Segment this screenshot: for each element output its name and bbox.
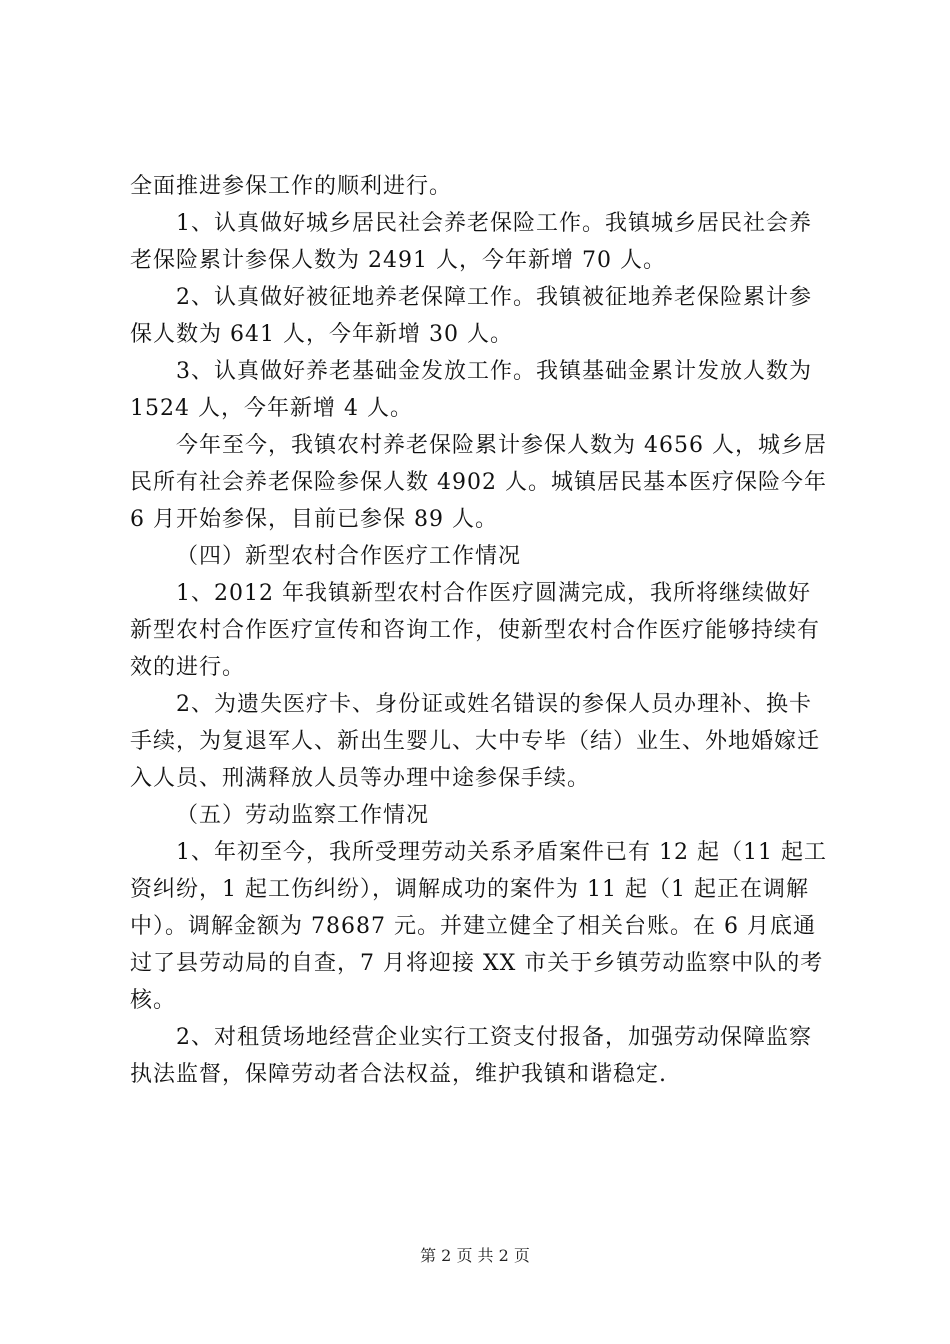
section-heading-4: （四）新型农村合作医疗工作情况 bbox=[176, 544, 522, 569]
paragraph-section5-item-2: 2、对租赁场地经营企业实行工资支付报备，加强劳动保障监察执法监督，保障劳动者合法权益，维护我镇和谐稳定. bbox=[130, 1025, 812, 1087]
page-footer: 第 2 页 共 2 页 bbox=[420, 1246, 530, 1265]
paragraph-item-1-pension: 1、认真做好城乡居民社会养老保险工作。我镇城乡居民社会养老保险累计参保人数为 2491 人，今年新增 70 人。 bbox=[130, 211, 812, 273]
document-body bbox=[130, 168, 830, 1093]
paragraph-continuation: 全面推进参保工作的顺利进行。 bbox=[130, 174, 453, 199]
paragraph-section4-item-2: 2、为遗失医疗卡、身份证或姓名错误的参保人员办理补、换卡手续，为复退军人、新出生婴儿、大中专毕（结）业生、外地婚嫁迁入人员、刑满释放人员等办理中途参保手续。 bbox=[130, 692, 821, 791]
paragraph-section4-item-1: 1、2012 年我镇新型农村合作医疗圆满完成，我所将继续做好新型农村合作医疗宣传和咨询工作，使新型农村合作医疗能够持续有效的进行。 bbox=[130, 581, 821, 680]
paragraph-item-3-basic-fund: 3、认真做好养老基础金发放工作。我镇基础金累计发放人数为 1524 人，今年新增 4 人。 bbox=[130, 359, 812, 421]
paragraph-summary: 今年至今，我镇农村养老保险累计参保人数为 4656 人，城乡居民所有社会养老保险参保人数 4902 人。城镇居民基本医疗保险今年 6 月开始参保，目前已参保 89 人。 bbox=[130, 433, 827, 532]
paragraph-section5-item-1: 1、年初至今，我所受理劳动关系矛盾案件已有 12 起（11 起工资纠纷，1 起工伤纠纷），调解成功的案件为 11 起（1 起正在调解中）。调解金额为 78687 元。并建立健全了相关台账。在 6 月底通过了县劳动局的自查，7 月将迎接 XX 市关于乡镇劳动监察中队的考核。 bbox=[130, 840, 827, 1013]
paragraph-item-2-land-pension: 2、认真做好被征地养老保障工作。我镇被征地养老保险累计参保人数为 641 人，今年新增 30 人。 bbox=[130, 285, 812, 347]
section-heading-5: （五）劳动监察工作情况 bbox=[176, 803, 430, 828]
